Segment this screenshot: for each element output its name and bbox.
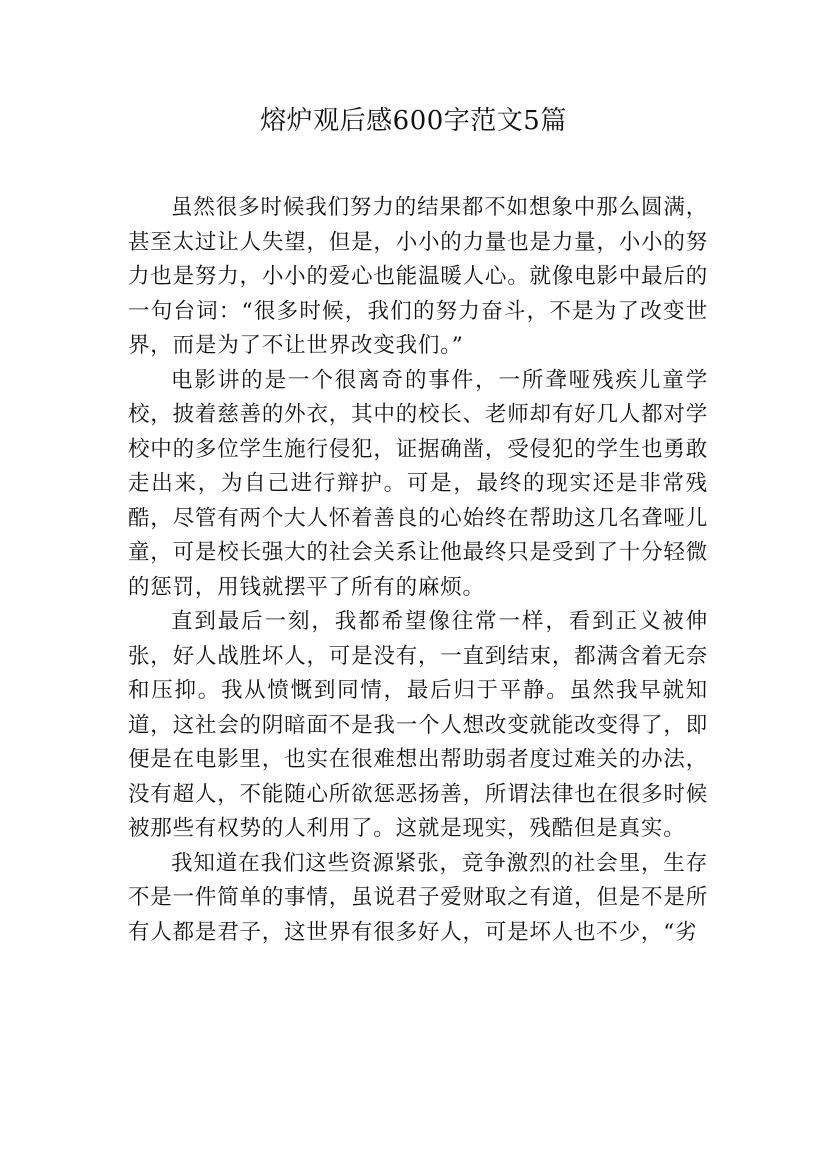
paragraph-2: 电影讲的是一个很离奇的事件，一所聋哑残疾儿童学校，披着慈善的外衣，其中的校长、老师却有好几人都对学校中的多位学生施行侵犯，证据确凿，受侵犯的学生也勇敢走出来，为自己进行辩护。可是，最终的现实还是非常残酷，尽管有两个大人怀着善良的心始终在帮助这几名聋哑儿童，可是校长强大的社会关系让他最终只是受到了十分轻微的惩罚，用钱就摆平了所有的麻烦。	[128, 367, 708, 600]
paragraph-1: 虽然很多时候我们努力的结果都不如想象中那么圆满，甚至太过让人失望，但是，小小的力量也是力量，小小的努力也是努力，小小的爱心也能温暖人心。就像电影中最后的一句台词：“很多时候，我们的努力奋斗，不是为了改变世界，而是为了不让世界改变我们。”	[128, 195, 708, 358]
document-title: 熔炉观后感600字范文5篇	[260, 106, 567, 136]
paragraph-4: 我知道在我们这些资源紧张，竞争激烈的社会里，生存不是一件简单的事情，虽说君子爱财取之有道，但是不是所有人都是君子，这世界有很多好人，可是坏人也不少，“劣	[128, 850, 708, 945]
document-body	[128, 191, 708, 950]
paragraph-3: 直到最后一刻，我都希望像往常一样，看到正义被伸张，好人战胜坏人，可是没有，一直到结束，都满含着无奈和压抑。我从愤慨到同情，最后归于平静。虽然我早就知道，这社会的阴暗面不是我一个人想改变就能改变得了，即便是在电影里，也实在很难想出帮助弱者度过难关的办法，没有超人，不能随心所欲惩恶扬善，所谓法律也在很多时候被那些有权势的人利用了。这就是现实，残酷但是真实。	[128, 609, 708, 841]
